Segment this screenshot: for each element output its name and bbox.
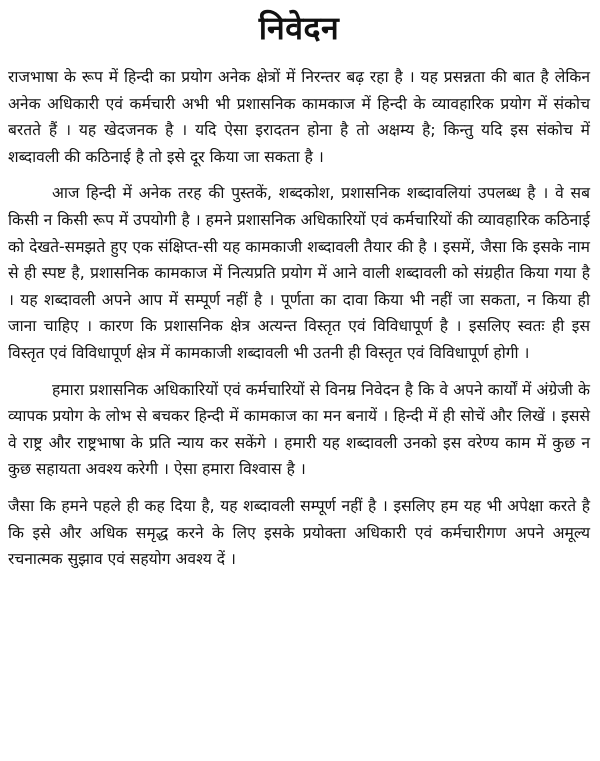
paragraph-2: आज हिन्दी में अनेक तरह की पुस्तकें, शब्दकोश, प्रशासनिक शब्दावलियां उपलब्ध है । वे सब किसी न किसी रूप में उपयोगी है । हमने प्रशासनिक अधिकारियों एवं कर्मचारियों की व्यावहारिक कठिनाई को देखते-समझते हुए एक संक्षिप्त-सी यह कामकाजी शब्दावली तैयार की है । इसमें, जैसा कि इसके नाम से ही स्पष्ट है, प्रशासनिक कामकाज में नित्यप्रति प्रयोग में आने वाली शब्दावली को संग्रहीत किया गया है । यह शब्दावली अपने आप में सम्पूर्ण नहीं है । पूर्णता का दावा किया भी नहीं जा सकता, न किया ही जाना चाहिए । कारण कि प्रशासनिक क्षेत्र अत्यन्त विस्तृत एवं विविधापूर्ण है । इसलिए स्वतः ही इस विस्तृत एवं विविधापूर्ण क्षेत्र में कामकाजी शब्दावली भी उतनी ही विस्तृत एवं विविधापूर्ण होगी । (8, 184, 590, 362)
paragraph-1: राजभाषा के रूप में हिन्दी का प्रयोग अनेक क्षेत्रों में निरन्तर बढ़ रहा है । यह प्रसन्नता की बात है लेकिन अनेक अधिकारी एवं कर्मचारी अभी भी प्रशासनिक कामकाज में हिन्दी के व्यावहारिक प्रयोग में संकोच बरतते हैं । यह खेदजनक है । यदि ऐसा इरादतन होना है तो अक्षम्य है; किन्तु यदि इस संकोच में शब्दावली की कठिनाई है तो इसे दूर किया जा सकता है । (8, 68, 590, 166)
paragraph-4: जैसा कि हमने पहले ही कह दिया है, यह शब्दावली सम्पूर्ण नहीं है । इसलिए हम यह भी अपेक्षा करते है कि इसे और अधिक समृद्ध करने के लिए इसके प्रयोक्ता अधिकारी एवं कर्मचारीगण अपने अमूल्य रचनात्मक सुझाव एवं सहयोग अवश्य दें । (8, 496, 590, 569)
paragraph-3: हमारा प्रशासनिक अधिकारियों एवं कर्मचारियों से विनम्र निवेदन है कि वे अपने कार्यों में अंग्रेजी के व्यापक प्रयोग के लोभ से बचकर हिन्दी में कामकाज का मन बनायें । हिन्दी में ही सोचें और लिखें । इससे वे राष्ट्र और राष्ट्रभाषा के प्रति न्याय कर सकेंगे । हमारी यह शब्दावली उनको इस वरेण्य काम में कुछ न कुछ सहायता अवश्य करेगी । ऐसा हमारा विश्वास है । (8, 380, 590, 479)
page-title: निवेदन (258, 9, 340, 47)
